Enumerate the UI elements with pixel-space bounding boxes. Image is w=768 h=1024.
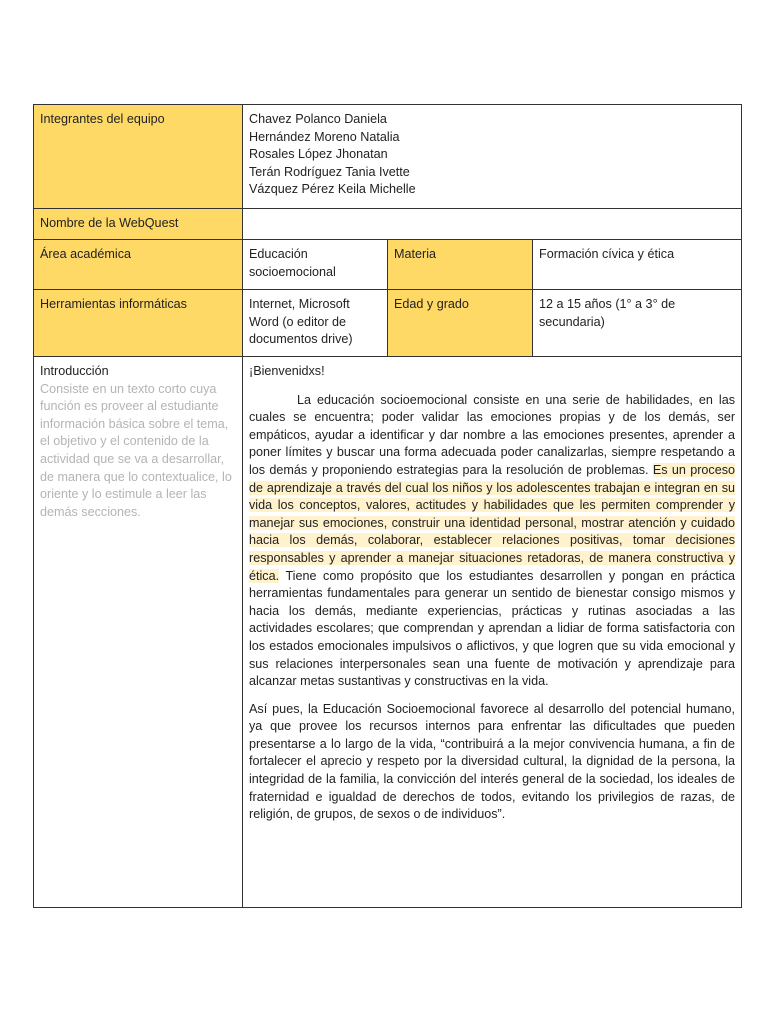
intro-paragraph-2: Así pues, la Educación Socioemocional favorece al desarrollo del potencial humano, ya que provee los recursos internos para enfrentar las dificultades que pueden presentarse a lo largo de la vida, “contribuirá a la mejor convivencia humana, a fin de fortalecer el aprecio y respeto por la diversidad cultural, la dignidad de la persona, la integridad de la familia, la convicción del interés general de la sociedad, los ideales de fraternidad e igualdad de derechos de todos, evitando los privilegios de razas, de religión, de grupos, de sexos o de individuos”. [249,701,736,822]
integrantes-label: Integrantes del equipo [34,105,243,209]
nombre-label: Nombre de la WebQuest [34,209,243,240]
area-value: Educación socioemocional [243,240,388,290]
greeting: ¡Bienvenidxs! [249,364,325,378]
integrantes-list [243,105,742,209]
area-label: Área académica [34,240,243,290]
edad-value: 12 a 15 años (1° a 3° de secundaria) [533,290,742,357]
introduccion-hint: Consiste en un texto corto cuya función es proveer al estudiante información básica sobre el tema, el objetivo y el contenido de la actividad que se va a desarrollar, de manera que lo contextualice, lo oriente y lo estimule a leer las demás secciones. [40,381,232,519]
member-name: Chavez Polanco Daniela [249,112,387,126]
paragraph-1-end: Tiene como propósito que los estudiantes desarrollen y pongan en práctica herramientas fundamentales para generar un sentido de bienestar consigo mismos y hacia los demás, mediante experiencias, prácticas y rutinas asociadas a las actividades escolares; que comprendan y aprendan a lidiar de forma satisfactoria con los estados emocionales impulsivos o aflictivos, y que logren que su vida emocional y sus relaciones interpersonales sean una fuente de motivación y aprendizaje para alcanzar metas sustantivas y constructivas en la vida. [249,568,736,689]
member-name: Hernández Moreno Natalia [249,129,400,144]
highlighted-text: Es un proceso de aprendizaje a través del cual los niños y los adolescentes trabajan e integran en su vida los conceptos, valores, actitudes y habilidades que les permiten comprender y manejar sus emociones, construir una identidad personal, mostrar atención y cuidado hacia los demás, colaborar, establecer relaciones positivas, tomar decisiones responsables y aprender a manejar situaciones retadoras, de manera constructiva y ética. [249,462,736,583]
introduccion-label: Introducción [40,364,109,378]
nombre-value [243,209,742,240]
member-name: Rosales López Jhonatan [249,147,388,162]
row-herramientas [34,290,742,357]
intro-paragraph-1 [249,392,735,691]
member-name: Vázquez Pérez Keila Michelle [249,182,416,197]
row-area [34,240,742,290]
edad-label: Edad y grado [388,290,533,357]
row-nombre [34,209,742,240]
materia-label: Materia [388,240,533,290]
member-name: Terán Rodríguez Tania Ivette [249,164,410,179]
materia-value: Formación cívica y ética [533,240,742,290]
herramientas-label: Herramientas informáticas [34,290,243,357]
introduccion-cell [34,357,243,908]
herramientas-value: Internet, Microsoft Word (o editor de documentos drive) [243,290,388,357]
row-integrantes [34,105,742,209]
webquest-table [33,104,742,908]
row-introduccion [34,357,742,908]
paragraph-1-start: La educación socioemocional consiste en una serie de habilidades, en las cuales se encuentra; poder validar las emociones propias y de los demás, ser empáticos, ayudar a identificar y dar nombre a las emociones presentes, aprender a poner límites y buscar una forma adecuada poder canalizarlas, siempre respetando a los demás y proponiendo estrategias para la resolución de problemas. [249,392,736,477]
introduccion-body [243,357,742,908]
webquest-sheet [33,104,741,908]
